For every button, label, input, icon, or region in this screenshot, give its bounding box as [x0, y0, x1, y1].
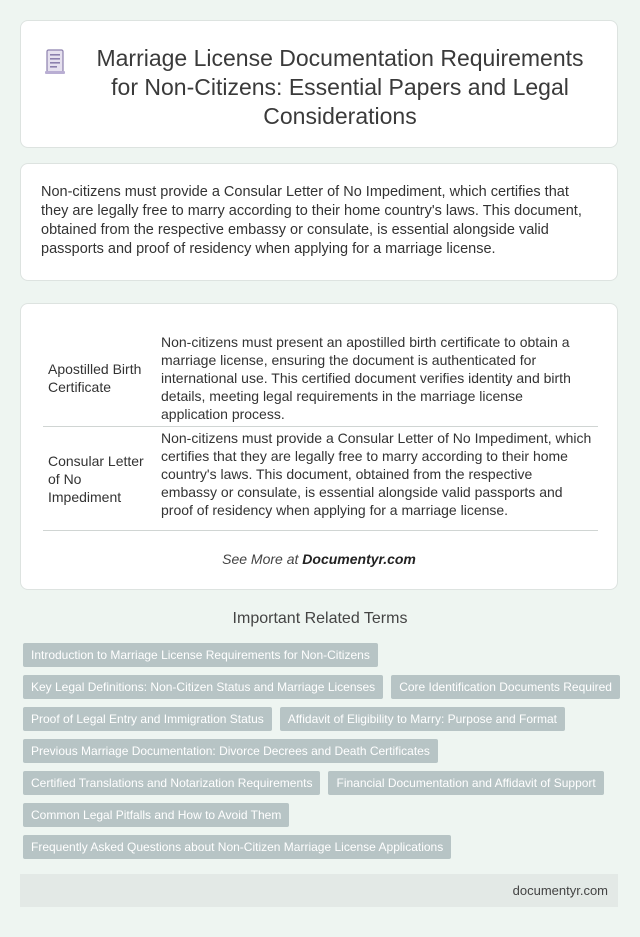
footer	[20, 874, 618, 907]
related-term-tag[interactable]: Certified Translations and Notarization Requirements	[23, 771, 320, 795]
definitions-table	[20, 303, 618, 590]
related-term-tag[interactable]: Proof of Legal Entry and Immigration Status	[23, 707, 272, 731]
term-cell: Apostilled Birth Certificate	[48, 361, 142, 395]
related-terms-heading: Important Related Terms	[232, 610, 408, 627]
related-term-tag[interactable]: Affidavit of Eligibility to Marry: Purpose and Format	[280, 707, 565, 731]
see-more-link[interactable]	[21, 551, 617, 567]
table-row	[43, 330, 598, 427]
summary-card	[20, 163, 618, 281]
related-term-tag[interactable]: Common Legal Pitfalls and How to Avoid Them	[23, 803, 289, 827]
title-card	[20, 20, 618, 148]
see-more-prefix: See More at	[222, 551, 303, 567]
document-icon	[45, 49, 67, 75]
footer-site[interactable]: documentyr.com	[512, 883, 608, 898]
definition-cell: Non-citizens must present an apostilled birth certificate to obtain a marriage license, ensuring the document is authenticated for international use. This certified document verifies identity and birth details, meeting legal requirements in the marriage license application process.	[161, 334, 571, 422]
page-title: Marriage License Documentation Requirements for Non-Citizens: Essential Papers and Legal Considerations	[96, 45, 584, 129]
term-cell: Consular Letter of No Impediment	[48, 453, 144, 505]
related-term-tag[interactable]: Previous Marriage Documentation: Divorce Decrees and Death Certificates	[23, 739, 438, 763]
definition-cell: Non-citizens must provide a Consular Letter of No Impediment, which certifies that they are legally free to marry according to their home country's laws. This document, obtained from the respective embassy or consulate, is essential alongside valid passports and proof of residency when applying for a marriage license.	[161, 430, 592, 518]
table-row	[43, 426, 598, 531]
summary-text: Non-citizens must provide a Consular Letter of No Impediment, which certifies that they are legally free to marry according to their home country's laws. This document, obtained from the respective embassy or consulate, is essential alongside valid passports and proof of residency when applying for a marriage license.	[41, 184, 582, 257]
related-term-tag[interactable]: Financial Documentation and Affidavit of Support	[328, 771, 603, 795]
related-terms-list	[23, 643, 623, 859]
related-term-tag[interactable]: Key Legal Definitions: Non-Citizen Status and Marriage Licenses	[23, 675, 383, 699]
related-term-tag[interactable]: Introduction to Marriage License Requirements for Non-Citizens	[23, 643, 378, 667]
see-more-site: Documentyr.com	[302, 551, 416, 567]
related-term-tag[interactable]: Frequently Asked Questions about Non-Citizen Marriage License Applications	[23, 835, 451, 859]
related-term-tag[interactable]: Core Identification Documents Required	[391, 675, 620, 699]
